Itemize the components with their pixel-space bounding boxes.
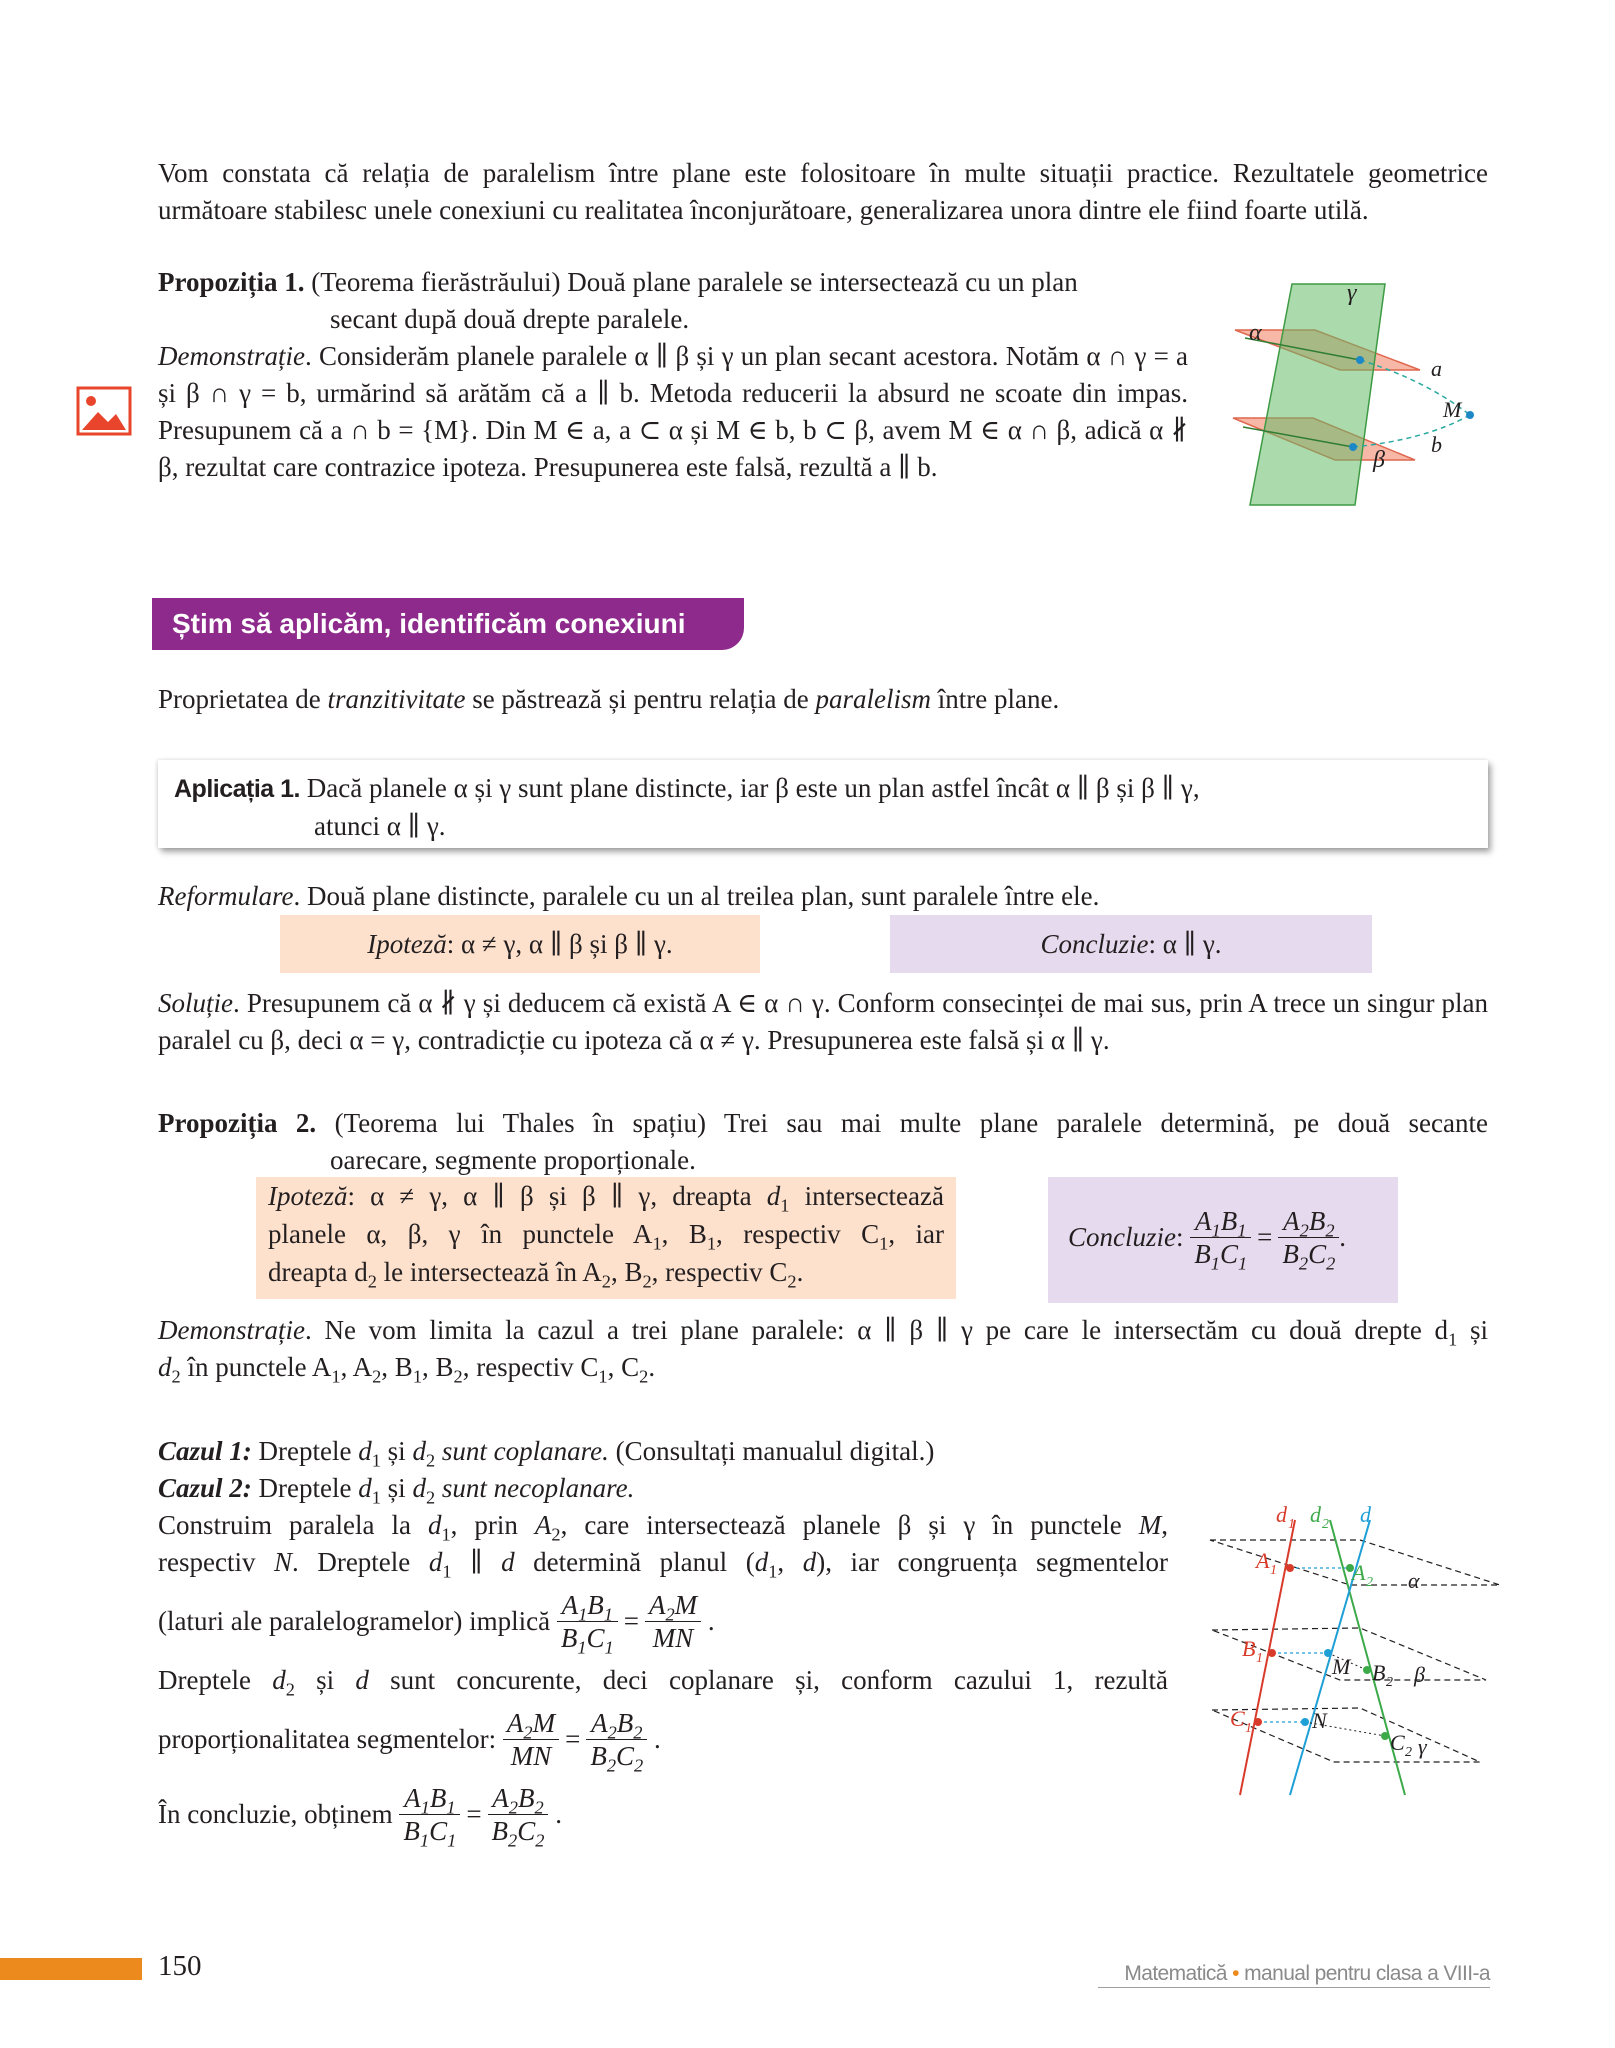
solution-1: Soluție. Presupunem că α ∦ γ și deducem că există A ∈ α ∩ γ. Conform consecinței de mai sus, prin A trece un singur plan paralel cu β, deci α = γ, contradicție cu ipoteza că α ≠ γ. Presupunerea este falsă și α ∥ γ.: [158, 988, 1488, 1055]
label-M2: M: [1332, 1654, 1351, 1679]
label-C2: C: [1390, 1730, 1405, 1755]
proposition-1-title: Propoziția 1.: [158, 267, 305, 297]
svg-text:2: 2: [1386, 1675, 1393, 1690]
label-a: a: [1431, 356, 1442, 381]
label-b: b: [1431, 432, 1442, 457]
footer-rule: [1098, 1987, 1490, 1988]
demonstration-2: Demonstrație. Ne vom limita la cazul a trei plane paralele: α ∥ β ∥ γ pe care le intersectăm cu două drepte $d_1$ și $d_2$ în punctele $A_1$, $A_2$, $B_1$, $B_2$, respectiv $C_1$, $C_2$.: [158, 1315, 1488, 1387]
concurrent-line: Dreptele $d_2$ și d sunt concurente, deci coplanare și, conform cazului 1, rezultă: [158, 1665, 1168, 1700]
plane-gamma-shape: [1250, 284, 1385, 505]
point-on-b: [1349, 443, 1357, 451]
construction-line1: Construim paralela la $d_1$, prin $A_2$, care intersectează planele β și γ în punctele M,: [158, 1510, 1168, 1545]
case-2: Cazul 2: Dreptele $d_1$ și $d_2$ sunt necoplanare.: [158, 1473, 635, 1508]
label-N: N: [1312, 1708, 1327, 1733]
cases-section: [158, 1433, 1168, 1851]
label-A2: A: [1352, 1560, 1366, 1585]
application-1-box: [158, 760, 1488, 848]
footer-accent-bar: [0, 1958, 142, 1980]
svg-text:1: 1: [1256, 1651, 1263, 1666]
label-C1: C: [1230, 1706, 1245, 1731]
thales-space-figure: [1200, 1500, 1500, 1800]
label-d: d: [1360, 1502, 1371, 1527]
book-title: Matematică • manual pentru clasa a VIII-a: [1124, 1962, 1490, 1985]
proposition-1-line1: (Teorema fierăstrăului) Două plane paralele se intersectează cu un plan: [311, 267, 1078, 297]
application-1-line2: atunci α ∥ γ.: [314, 811, 446, 841]
reformulation: Reformulare. Două plane distincte, paralele cu un al treilea plan, sunt paralele între ele.: [158, 881, 1100, 911]
intro-paragraph: Vom constata că relația de paralelism între plane este folositoare în multe situații practice. Rezultatele geometrice următoare stabilesc unele conexiuni cu realitatea înconjurătoare, generalizarea unora dintre ele fiind foarte utilă.: [158, 158, 1488, 225]
svg-text:1: 1: [1270, 1563, 1277, 1578]
label-B1: B: [1242, 1636, 1256, 1661]
page-number: 150: [158, 1950, 202, 1982]
label-beta2: β: [1414, 1662, 1425, 1687]
label-gamma2: γ: [1418, 1734, 1427, 1759]
svg-text:1: 1: [1245, 1721, 1252, 1736]
congruence-line: (laturi ale paralelogramelor) implică $\frac{A_1B_1}{B_1C_1}$ = $\frac{A_2M}{MN}$ .: [158, 1590, 715, 1658]
label-gamma: γ: [1347, 280, 1357, 306]
proportionality-line: proporționalitatea segmentelor: $\frac{A_2M}{MN}$ = $\frac{A_2B_2}{B_2C_2}$ .: [158, 1708, 661, 1776]
section-banner: Știm să aplicăm, identificăm conexiuni: [152, 598, 744, 650]
svg-text:2: 2: [1322, 1517, 1329, 1532]
demonstration-1: Demonstrație. Considerăm planele paralele α ∥ β și γ un plan secant acestora. Notăm α ∩ γ = a și β ∩ γ = b, urmărind să arătăm că a ∥ b. Metoda reducerii la absurd ne scoate din impas. Presupunem că a ∩ b = {M}. Din M ∈ a, a ⊂ α și M ∈ b, b ⊂ β, avem M ∈ α ∩ β, adică α ∦ β, rezultat care contrazice ipoteza. Presupunerea este falsă, rezultă a ∥ b.: [158, 341, 1188, 482]
conclusion-box-1: Concluzie: α ∥ γ.: [890, 915, 1372, 973]
conclusion-line: În concluzie, obținem $\frac{A_1B_1}{B_1C_1}$ = $\frac{A_2B_2}{B_2C_2}$ .: [158, 1783, 562, 1851]
hypothesis-box-1: Ipoteză: α ≠ γ, α ∥ β și β ∥ γ.: [280, 915, 760, 973]
label-d2: d: [1310, 1502, 1321, 1527]
label-alpha2: α: [1408, 1568, 1420, 1593]
svg-text:2: 2: [1405, 1745, 1412, 1760]
proposition-1: [158, 264, 1188, 338]
demonstration-1-label: Demonstrație: [158, 341, 305, 371]
application-1-line1: Dacă planele α și γ sunt plane distincte, iar β este un plan astfel încât α ∥ β și β ∥ γ,: [300, 773, 1200, 803]
label-d1: d: [1276, 1502, 1287, 1527]
proposition-2: Propoziția 2. (Teorema lui Thales în spațiu) Trei sau mai multe plane paralele determină, pe două secante oarecare, segmente proporționale.: [158, 1108, 1488, 1175]
construction-line2: respectiv N. Dreptele $d_1$ ∥ d determină planul ($d_1$, d), iar congruența segmentelor: [158, 1547, 1168, 1582]
label-B2: B: [1372, 1660, 1386, 1685]
image-gallery-icon[interactable]: [76, 386, 132, 436]
case-1: Cazul 1: Dreptele $d_1$ și $d_2$ sunt coplanare. (Consultați manualul digital.): [158, 1436, 935, 1471]
hypothesis-box-2: Ipoteză: α ≠ γ, α ∥ β și β ∥ γ, dreapta $d_1$ intersectează planele α, β, γ în punctele $A_1$, $B_1$, respectiv $C_1$, iar dreapta $d_2$ le intersectează în $A_2$, $B_2$, respectiv $C_2$.: [256, 1177, 956, 1299]
svg-text:1: 1: [1288, 1517, 1295, 1532]
point-M: [1466, 411, 1474, 419]
svg-text:2: 2: [1366, 1575, 1373, 1590]
label-A1: A: [1256, 1548, 1270, 1573]
parallel-planes-figure: [1195, 270, 1495, 510]
proposition-1-line2: secant după două drepte paralele.: [330, 304, 690, 334]
transitivity-paragraph: Proprietatea de tranzitivitate se păstrează și pentru relația de paralelism între plane.: [158, 684, 1060, 714]
conclusion-box-2: Concluzie: $\frac{A_1B_1}{B_1C_1}$ = $\frac{A_2B_2}{B_2C_2}$ .: [1048, 1177, 1398, 1303]
label-alpha: α: [1249, 320, 1262, 346]
point-on-a: [1356, 356, 1364, 364]
label-beta: β: [1373, 447, 1385, 473]
application-1-title: Aplicația 1.: [174, 775, 300, 803]
label-M: M: [1443, 397, 1462, 422]
